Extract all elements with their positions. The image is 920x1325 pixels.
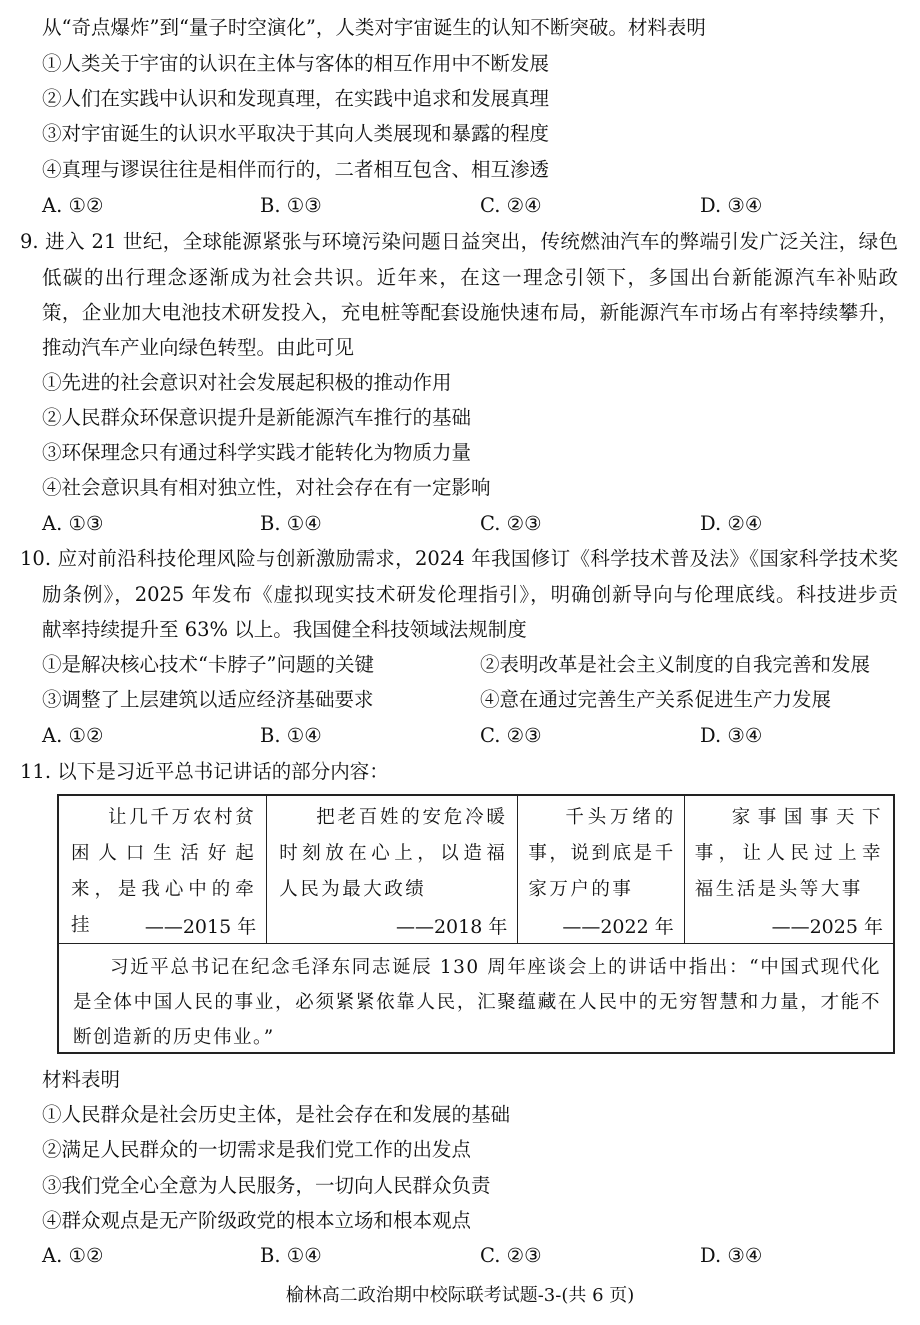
summary-cell: [58, 944, 894, 1054]
q11-option-d: D. ③④: [700, 1244, 763, 1267]
q9-stem-line-3: 策，企业加大电池技术研发投入，充电桩等配套设施快速布局，新能源汽车市场占有率持续攀升，: [42, 301, 898, 324]
quote-year-2022: ——2022 年: [562, 916, 674, 938]
q10-option-d: D. ③④: [700, 724, 763, 747]
quote-cell-2018: [267, 795, 518, 944]
q10-option-a: A. ①②: [42, 724, 104, 747]
quote-text-2022: 千头万绪的事，说到底是千家万户的事: [528, 807, 676, 900]
q8-statement-3: ③对宇宙诞生的认识水平取决于其向人类展现和暴露的程度: [42, 122, 550, 145]
q9-option-c: C. ②③: [480, 512, 542, 535]
quote-year-2025: ——2025 年: [771, 916, 883, 938]
quote-year-2015: ——2015 年: [144, 916, 257, 938]
q9-stem-line-4: 推动汽车产业向绿色转型。由此可见: [42, 336, 355, 359]
q8-stem-tail: 从“奇点爆炸”到“量子时空演化”，人类对宇宙诞生的认知不断突破。材料表明: [42, 16, 706, 39]
q8-option-b: B. ①③: [260, 194, 322, 217]
q8-statement-1: ①人类关于宇宙的认识在主体与客体的相互作用中不断发展: [42, 52, 550, 75]
quote-cell-2022: [518, 795, 684, 944]
q8-option-a: A. ①②: [42, 194, 104, 217]
quote-year-2018: ——2018 年: [395, 916, 508, 938]
q8-statement-4: ④真理与谬误往往是相伴而行的，二者相互包含、相互渗透: [42, 158, 550, 181]
q11-option-c: C. ②③: [480, 1244, 542, 1267]
quote-cell-2025: [684, 795, 894, 944]
q9-statement-3: ③环保理念只有通过科学实践才能转化为物质力量: [42, 441, 472, 464]
q10-option-b: B. ①④: [260, 724, 322, 747]
q11-option-b: B. ①④: [260, 1244, 322, 1267]
q10-statement-4: ④意在通过完善生产关系促进生产力发展: [480, 688, 832, 711]
q9-statement-1: ①先进的社会意识对社会发展起积极的推动作用: [42, 371, 452, 394]
q9-option-b: B. ①④: [260, 512, 322, 535]
quote-text-2025: 家事国事天下事，让人民过上幸福生活是头等大事: [694, 807, 883, 900]
q9-statement-4: ④社会意识具有相对独立性，对社会存在有一定影响: [42, 476, 491, 499]
q11-option-a: A. ①②: [42, 1244, 104, 1267]
q9-option-d: D. ②④: [700, 512, 763, 535]
q11-statement-2: ②满足人民群众的一切需求是我们党工作的出发点: [42, 1138, 472, 1161]
q10-stem-line-3: 献率持续提升至 63% 以上。我国健全科技领域法规制度: [42, 618, 527, 641]
quote-cell-2015: [58, 795, 267, 944]
q10-stem-line-1: 10. 应对前沿科技伦理风险与创新激励需求，2024 年我国修订《科学技术普及法》《国家科学技术奖: [20, 547, 898, 570]
q8-option-c: C. ②④: [480, 194, 542, 217]
q9-stem-line-2: 低碳的出行理念逐渐成为社会共识。近年来，在这一理念引领下，多国出台新能源汽车补贴政: [42, 266, 898, 289]
q10-option-c: C. ②③: [480, 724, 542, 747]
q11-prompt: 材料表明: [42, 1068, 121, 1091]
q10-stem-line-2: 励条例》，2025 年发布《虚拟现实技术研发伦理指引》，明确创新导向与伦理底线。科技进步贡: [42, 583, 898, 606]
q10-statement-1: ①是解决核心技术“卡脖子”问题的关键: [42, 653, 374, 676]
q10-statement-3: ③调整了上层建筑以适应经济基础要求: [42, 688, 374, 711]
quote-text-2015: 让几千万农村贫困人口生活好起来，是我心中的牵挂: [71, 807, 257, 936]
quotes-table: [57, 794, 895, 1054]
q11-statement-4: ④群众观点是无产阶级政党的根本立场和根本观点: [42, 1209, 472, 1232]
summary-text: 习近平总书记在纪念毛泽东同志诞辰 130 周年座谈会上的讲话中指出：“中国式现代化是全体中国人民的事业，必须紧紧依靠人民，汇聚蕴藏在人民中的无穷智慧和力量，才能不断创造新的历史伟业。”: [73, 957, 881, 1048]
q9-stem-line-1: 9. 进入 21 世纪，全球能源紧张与环境污染问题日益突出，传统燃油汽车的弊端引发广泛关注，绿色: [20, 230, 898, 253]
quote-text-2018: 把老百姓的安危冷暖时刻放在心上，以造福人民为最大政绩: [279, 807, 508, 900]
q11-statement-1: ①人民群众是社会历史主体，是社会存在和发展的基础: [42, 1103, 511, 1126]
q11-statement-3: ③我们党全心全意为人民服务，一切向人民群众负责: [42, 1174, 491, 1197]
q10-statement-2: ②表明改革是社会主义制度的自我完善和发展: [480, 653, 871, 676]
q9-option-a: A. ①③: [42, 512, 104, 535]
q8-statement-2: ②人们在实践中认识和发现真理，在实践中追求和发展真理: [42, 87, 550, 110]
page-footer: 榆林高二政治期中校际联考试题-3-(共 6 页): [285, 1285, 635, 1306]
q9-statement-2: ②人民群众环保意识提升是新能源汽车推行的基础: [42, 406, 472, 429]
q11-stem: 11. 以下是习近平总书记讲话的部分内容：: [20, 760, 389, 783]
q8-option-d: D. ③④: [700, 194, 763, 217]
